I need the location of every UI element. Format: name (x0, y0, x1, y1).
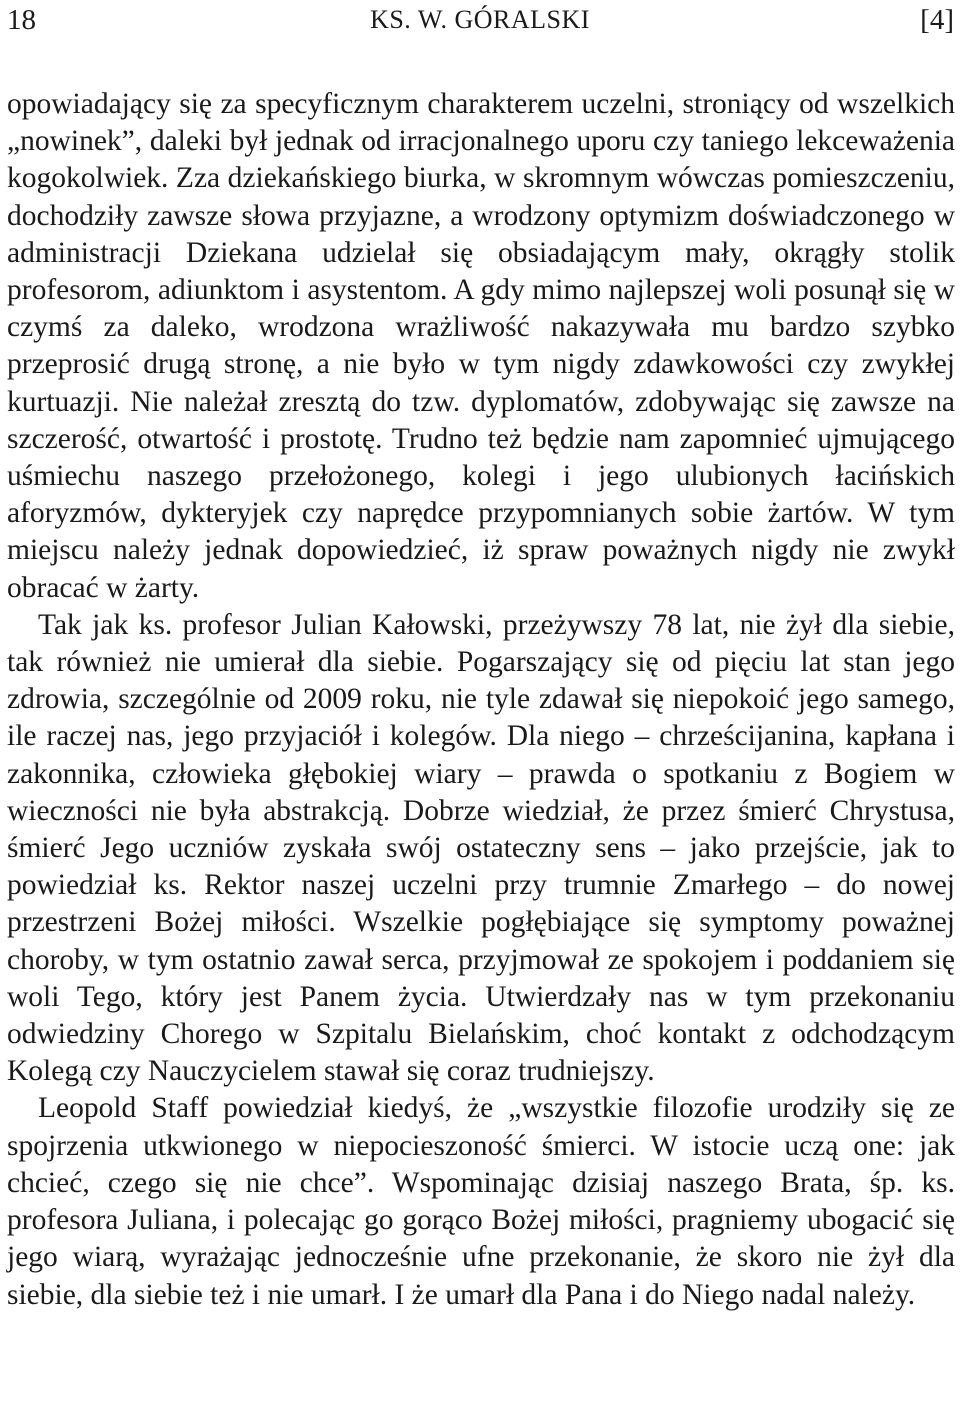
running-title: KS. W. GÓRALSKI (370, 5, 590, 34)
section-marker: [4] (920, 4, 954, 36)
body-text (7, 86, 955, 1314)
paragraph-continuation: opowiadający się za specyficznym charakterem uczelni, stroniący od wszelkich „nowinek”, daleki był jednak od irracjonalnego uporu czy taniego lekceważenia kogokolwiek. Zza dziekańskiego biurka, w skromnym wówczas pomieszczeniu, dochodziły zawsze słowa przyjazne, a wrodzony optymizm doświadczonego w administracji Dziekana udzielał się obsiadającym mały, okrągły stolik profesorom, adiunktom i asystentom. A gdy mimo najlepszej woli posunął się w czymś za daleko, wrodzona wrażliwość nakazywała mu bardzo szybko przeprosić drugą stronę, a nie było w tym nigdy zdawkowości czy zwykłej kurtuazji. Nie należał zresztą do tzw. dyplomatów, zdobywając się zawsze na szczerość, otwartość i prostotę. Trudno też będzie nam zapomnieć ujmującego uśmiechu naszego przełożonego, kolegi i jego ulubionych łacińskich aforyzmów, dykteryjek czy naprędce przypomnianych sobie żartów. W tym miejscu należy jednak dopowiedzieć, iż spraw poważnych nigdy nie zwykł obracać w żarty. (7, 88, 955, 604)
paragraph-kalowski: Tak jak ks. profesor Julian Kałowski, przeżywszy 78 lat, nie żył dla siebie, tak również nie umierał dla siebie. Pogarszający się od pięciu lat stan jego zdrowia, szczególnie od 2009 roku, nie tyle zdawał się niepokoić jego samego, ile raczej nas, jego przyjaciół i kolegów. Dla niego – chrześcijanina, kapłana i zakonnika, człowieka głębokiej wiary – prawda o spotkaniu z Bogiem w wieczności nie była abstrakcją. Dobrze wiedział, że przez śmierć Chrystusa, śmierć Jego uczniów zyskała swój ostateczny sens – jako przejście, jak to powiedział ks. Rektor naszej uczelni przy trumnie Zmarłego – do nowej przestrzeni Bożej miłości. Wszelkie pogłębiające się symptomy poważnej choroby, w tym ostatnio zawał serca, przyjmował ze spokojem i poddaniem się woli Tego, który jest Panem życia. Utwierdzały nas w tym przekonaniu odwiedziny Chorego w Szpitalu Bielańskim, choć kontakt z odchodzącym Kolegą czy Nauczycielem stawał się coraz trudniejszy. (7, 608, 955, 1088)
page-number: 18 (7, 4, 36, 36)
page-header (0, 0, 960, 40)
paragraph-staff-quote: Leopold Staff powiedział kiedyś, że „wszystkie filozofie urodziły się ze spojrzenia utkwionego w niepocieszoność śmierci. W istocie uczą one: jak chcieć, czego się nie chce”. Wspominając dzisiaj naszego Brata, śp. ks. profesora Juliana, i polecając go gorąco Bożej miłości, pragniemy ubogacić się jego wiarą, wyrażając jednocześnie ufne przekonanie, że skoro nie żył dla siebie, dla siebie też i nie umarł. I że umarł dla Pana i do Niego nadal należy. (7, 1092, 955, 1311)
